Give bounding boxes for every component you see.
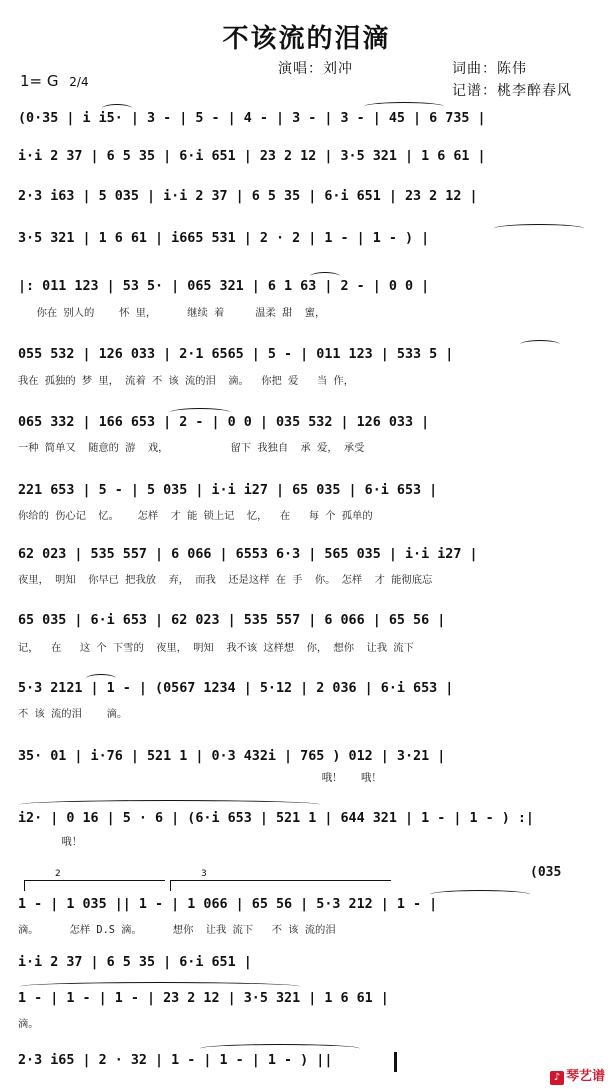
transcriber-credit: 记谱：桃李醉春风 [452,83,572,99]
lyric-line-9: 夜里， 明知 你早已 把我放 弃， 而我 还是这样 在 手 你。 怎样 才 能彻底忘 [18,574,433,586]
lyric-line-8: 你给的 伤心记 忆。 怎样 才 能 锁上记 忆， 在 每 个 孤单的 [18,510,373,522]
slur-arc [430,890,530,899]
volta-bracket-3 [170,869,391,891]
lyric-line-14: 滴。 怎样 D.S 滴。 想你 让我 流下 不 该 流的泪 [18,924,336,936]
lyric-line-16: 滴。 [18,1018,39,1030]
slur-arc [364,102,444,111]
slur-arc [310,272,340,281]
notation-row-11: 5·3 2121 | 1 - | (0567 1234 | 5·12 | 2 036 | 6·i 653 | [18,681,454,696]
lyric-line-10: 记， 在 这 个 下雪的 夜里， 明知 我不该 这样想 你， 想你 让我 流下 [18,642,414,654]
composer-credit: 词曲：陈伟 [452,61,527,77]
notation-row-2: i·i 2 37 | 6 5 35 | 6·i 651 | 23 2 12 | 3·5 321 | 1 6 61 | [18,149,486,164]
lyric-line-12: 哦！ 哦！ [18,772,382,784]
lyric-line-11: 不 该 流的泪 滴。 [18,708,128,720]
notation-row-7: 065 332 | 166 653 | 2 - | 0 0 | 035 532 | 126 033 | [18,415,430,430]
slur-arc [200,1044,360,1053]
song-title: 不该流的泪滴 [222,24,391,54]
lyric-line-6: 我在 孤独的 梦 里， 流着 不 该 流的泪 滴。 你把 爱 当 作， [18,375,355,387]
volta-number: 2 [55,869,61,879]
notation-row-10: 65 035 | 6·i 653 | 62 023 | 535 557 | 6 066 | 65 56 | [18,613,446,628]
notation-row-5: |: 011 123 | 53 5· | 065 321 | 6 1 63 | 2 - | 0 0 | [18,279,430,294]
notation-row-8: 221 653 | 5 - | 5 035 | i·i i27 | 65 035 | 6·i 653 | [18,483,438,498]
notation-row-9: 62 023 | 535 557 | 6 066 | 6553 6·3 | 565 035 | i·i i27 | [18,547,478,562]
notation-row-6: 055 532 | 126 033 | 2·1 6565 | 5 - | 011 123 | 533 5 | [18,347,454,362]
notation-row-17: 2·3 i65 | 2 · 32 | 1 - | 1 - | 1 - ) || [18,1053,333,1068]
notation-row-1: (0·35 | i i5· | 3 - | 5 - | 4 - | 3 - | 3 - | 45 | 6 735 | [18,111,486,126]
watermark-text: 琴艺谱 [565,1069,605,1084]
notation-row-15: i·i 2 37 | 6 5 35 | 6·i 651 | [18,955,252,970]
volta-number: 3 [201,869,207,879]
key-label: 1= G [20,72,59,90]
notation-row-4: 3·5 321 | 1 6 61 | i665 531 | 2 · 2 | 1 - | 1 - ) | [18,231,430,246]
lyric-line-13: 哦！ [18,836,82,848]
lyric-line-5: 你在 别人的 怀 里， 继续 着 温柔 甜 蜜， [18,307,326,319]
notation-row-14: 1 - | 1 035 || 1 - | 1 066 | 65 56 | 5·3 212 | 1 - | [18,897,438,912]
singer-credit: 演唱：刘冲 [278,61,353,77]
time-signature: 2/4 [69,75,89,89]
slur-arc [494,224,584,233]
slur-arc [20,982,300,991]
pickup-notes: (035 [530,865,562,880]
notation-row-3: 2·3 i63 | 5 035 | i·i 2 37 | 6 5 35 | 6·i 651 | 23 2 12 | [18,189,478,204]
slur-arc [520,340,560,349]
slur-arc [86,674,116,683]
notation-row-13: i2· | 0 16 | 5 · 6 | (6·i 653 | 521 1 | 644 321 | 1 - | 1 - ) :| [18,811,534,826]
watermark [550,1065,605,1085]
key-signature [20,72,89,90]
notation-row-12: 35· 01 | i·76 | 521 1 | 0·3 432i | 765 ) 012 | 3·21 | [18,749,446,764]
slur-arc [170,408,230,417]
lyric-line-7: 一种 简单又 随意的 游 戏， 留下 我独自 承 爱， 承受 [18,442,365,454]
final-barline [394,1052,397,1072]
logo-icon: ♪ [550,1071,564,1085]
slur-arc [20,800,320,809]
volta-bracket-2 [24,869,165,891]
slur-arc [102,104,132,113]
notation-row-16: 1 - | 1 - | 1 - | 23 2 12 | 3·5 321 | 1 6 61 | [18,991,389,1006]
